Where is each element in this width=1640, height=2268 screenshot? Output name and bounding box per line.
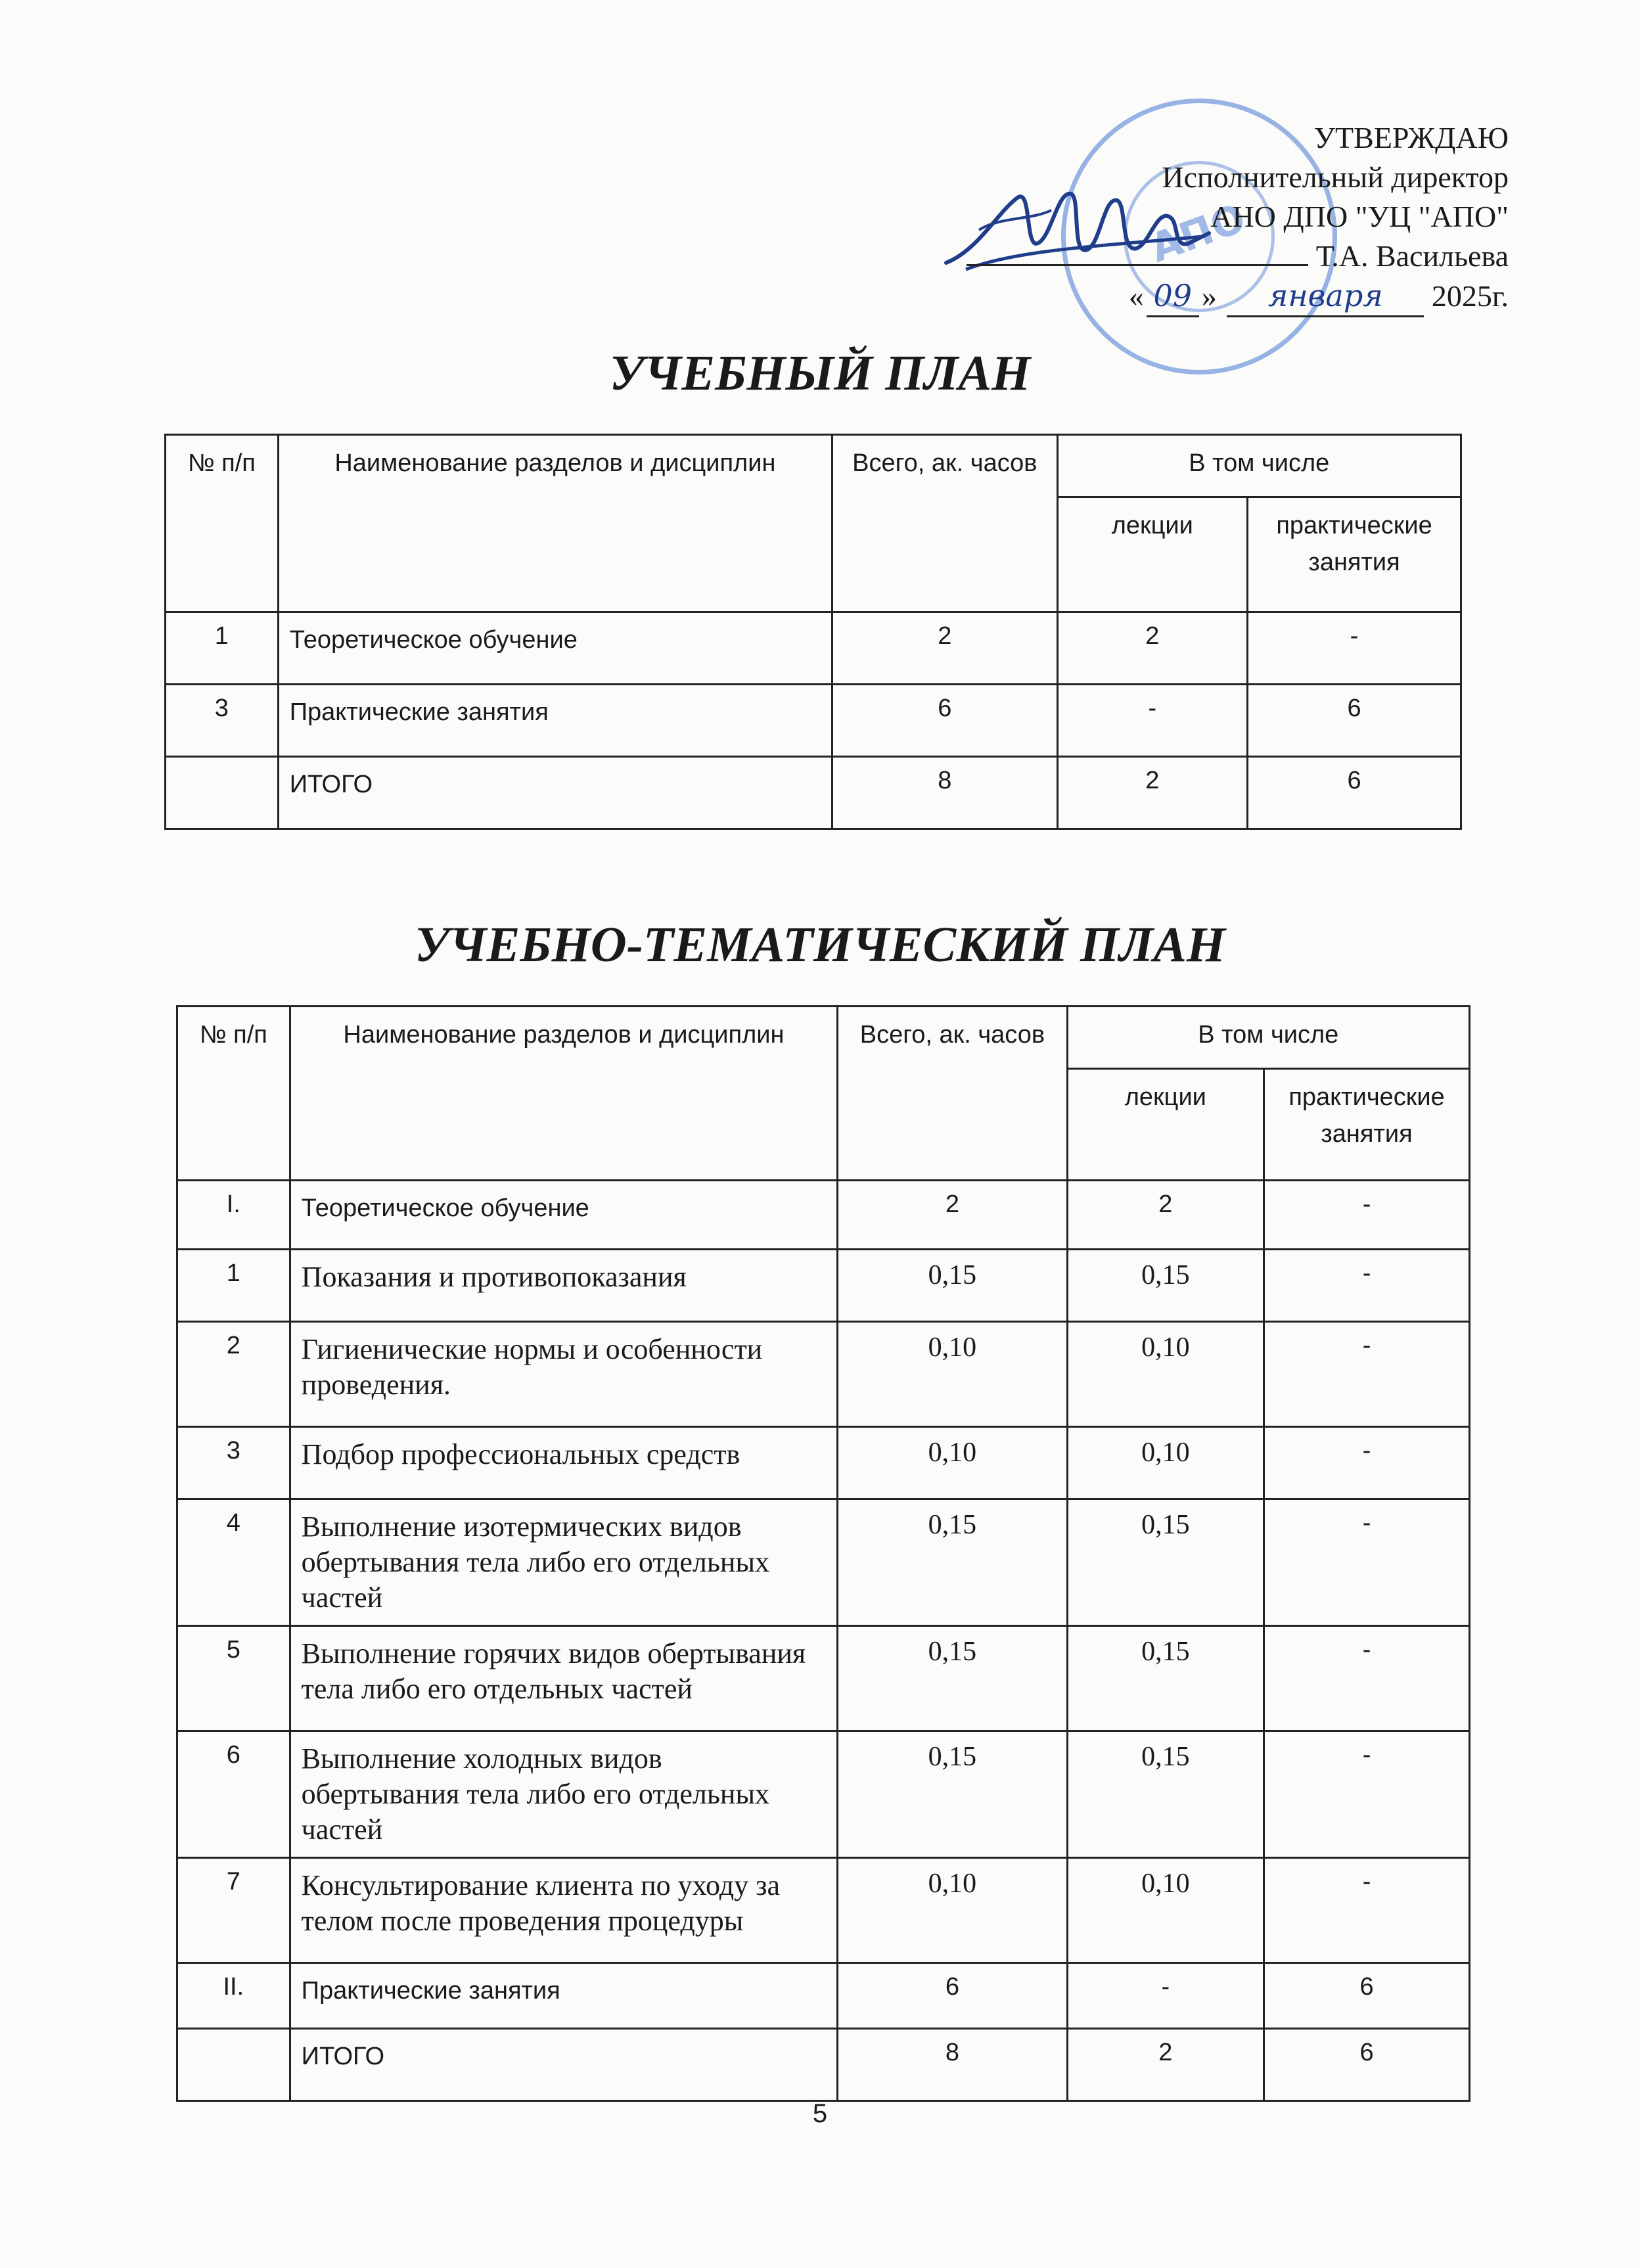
row-num: 7: [177, 1858, 290, 1963]
row-num: 3: [177, 1427, 290, 1499]
row-total: 8: [832, 757, 1057, 829]
plan1-header-lectures: лекции: [1057, 497, 1248, 612]
row-name: Теоретическое обучение: [290, 1181, 838, 1250]
date-month: января: [1227, 276, 1424, 317]
row-name: ИТОГО: [290, 2029, 838, 2101]
row-total: 0,10: [838, 1427, 1067, 1499]
row-practice: 6: [1248, 685, 1461, 757]
row-total: 0,10: [838, 1322, 1067, 1427]
row-practice: 6: [1264, 1963, 1470, 2029]
row-num: 2: [177, 1322, 290, 1427]
plan1-header-name: Наименование разделов и дисциплин: [278, 435, 832, 612]
row-practice: 6: [1264, 2029, 1470, 2101]
plan2-title: УЧЕБНО-ТЕМАТИЧЕСКИЙ ПЛАН: [414, 917, 1226, 972]
row-total: 0,15: [838, 1250, 1067, 1322]
svg-text:АПО: АПО: [1144, 195, 1252, 272]
table-row: [177, 1181, 1470, 1250]
row-num: [166, 757, 279, 829]
plan1-table: [164, 434, 1462, 830]
table-row: [166, 612, 1461, 685]
row-practice: 6: [1248, 757, 1461, 829]
row-lectures: -: [1067, 1963, 1264, 2029]
row-num: 6: [177, 1731, 290, 1858]
row-name: Теоретическое обучение: [278, 612, 832, 685]
table-row: [177, 1731, 1470, 1858]
row-name: Гигиенические нормы и особенности проведения.: [290, 1322, 838, 1427]
row-lectures: 2: [1057, 612, 1248, 685]
plan2-table: [176, 1005, 1470, 2102]
row-lectures: 2: [1067, 2029, 1264, 2101]
plan1-title: УЧЕБНЫЙ ПЛАН: [609, 346, 1031, 401]
row-lectures: 2: [1067, 1181, 1264, 1250]
row-lectures: 0,10: [1067, 1322, 1264, 1427]
plan2-header-total: Всего, ак. часов: [838, 1007, 1067, 1181]
row-practice: -: [1264, 1499, 1470, 1626]
plan1-header-practice: практические занятия: [1248, 497, 1461, 612]
row-name: Подбор профессиональных средств: [290, 1427, 838, 1499]
table-row: [166, 757, 1461, 829]
row-lectures: 2: [1057, 757, 1248, 829]
row-practice: -: [1264, 1427, 1470, 1499]
row-name: Выполнение холодных видов обертывания тела либо его отдельных частей: [290, 1731, 838, 1858]
row-num: 1: [166, 612, 279, 685]
row-lectures: 0,10: [1067, 1427, 1264, 1499]
plan2-header-practice: практические занятия: [1264, 1069, 1470, 1181]
row-practice: -: [1248, 612, 1461, 685]
plan2-header-num: № п/п: [177, 1007, 290, 1181]
row-lectures: 0,15: [1067, 1731, 1264, 1858]
plan1-header-total: Всего, ак. часов: [832, 435, 1057, 612]
row-total: 2: [832, 612, 1057, 685]
approval-signatory-line: [967, 237, 1509, 276]
plan2-header-incl: В том числе: [1067, 1007, 1469, 1069]
date-year: 2025г.: [1431, 279, 1509, 313]
row-total: 6: [838, 1963, 1067, 2029]
table-row: [177, 1858, 1470, 1963]
table-row: [166, 685, 1461, 757]
row-num: 3: [166, 685, 279, 757]
row-lectures: 0,15: [1067, 1250, 1264, 1322]
row-lectures: 0,10: [1067, 1858, 1264, 1963]
plan1-header-num: № п/п: [166, 435, 279, 612]
plan2-header-row: [177, 1007, 1470, 1069]
table-row: [177, 1322, 1470, 1427]
row-num: [177, 2029, 290, 2101]
approval-organization: АНО ДПО "УЦ "АПО": [1210, 200, 1509, 233]
plan1-header-incl: В том числе: [1057, 435, 1461, 497]
row-total: 0,15: [838, 1731, 1067, 1858]
plan1-header-row: [166, 435, 1461, 497]
approval-position: Исполнительный директор: [1162, 160, 1509, 194]
row-practice: -: [1264, 1626, 1470, 1731]
signature-blank: [967, 238, 1308, 266]
table-row: [177, 1427, 1470, 1499]
row-total: 0,10: [838, 1858, 1067, 1963]
approval-heading: УТВЕРЖДАЮ: [1313, 121, 1509, 154]
row-practice: -: [1264, 1322, 1470, 1427]
table-row: [177, 1250, 1470, 1322]
date-day: 09: [1147, 276, 1199, 317]
date-close-quote: »: [1201, 279, 1217, 313]
row-practice: -: [1264, 1250, 1470, 1322]
date-open-quote: «: [1128, 279, 1144, 313]
row-num: II.: [177, 1963, 290, 2029]
table-row: [177, 1499, 1470, 1626]
plan2-header-name: Наименование разделов и дисциплин: [290, 1007, 838, 1181]
row-total: 6: [832, 685, 1057, 757]
table-row: [177, 1963, 1470, 2029]
row-name: Практические занятия: [278, 685, 832, 757]
row-name: Практические занятия: [290, 1963, 838, 2029]
row-lectures: 0,15: [1067, 1499, 1264, 1626]
row-practice: -: [1264, 1181, 1470, 1250]
row-name: Выполнение горячих видов обертывания тела либо его отдельных частей: [290, 1626, 838, 1731]
row-num: 4: [177, 1499, 290, 1626]
row-name: Консультирование клиента по уходу за телом после проведения процедуры: [290, 1858, 838, 1963]
row-practice: -: [1264, 1731, 1470, 1858]
approval-date: [967, 276, 1509, 317]
row-num: 5: [177, 1626, 290, 1731]
row-total: 0,15: [838, 1626, 1067, 1731]
page-number: 5: [812, 2099, 828, 2128]
row-name: Выполнение изотермических видов обертывания тела либо его отдельных частей: [290, 1499, 838, 1626]
row-practice: -: [1264, 1858, 1470, 1963]
row-lectures: -: [1057, 685, 1248, 757]
row-name: Показания и противопоказания: [290, 1250, 838, 1322]
row-num: 1: [177, 1250, 290, 1322]
row-name: ИТОГО: [278, 757, 832, 829]
row-lectures: 0,15: [1067, 1626, 1264, 1731]
row-total: 0,15: [838, 1499, 1067, 1626]
row-num: I.: [177, 1181, 290, 1250]
row-total: 8: [838, 2029, 1067, 2101]
table-row: [177, 2029, 1470, 2101]
plan2-header-lectures: лекции: [1067, 1069, 1264, 1181]
row-total: 2: [838, 1181, 1067, 1250]
approval-block: [967, 118, 1509, 317]
approval-signatory: Т.А. Васильева: [1315, 239, 1509, 273]
table-row: [177, 1626, 1470, 1731]
